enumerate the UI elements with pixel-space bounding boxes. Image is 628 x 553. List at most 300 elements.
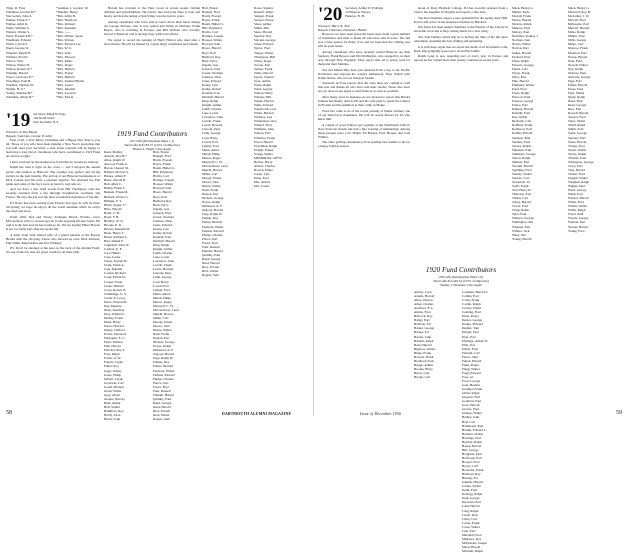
list-item: Wentworth, Carl — [254, 107, 276, 112]
list-item: Oakes, Harold — [512, 50, 532, 55]
list-item: Walters, Walter S. — [6, 30, 30, 35]
list-item: Sargent, Frank — [254, 14, 274, 19]
list-item: Thurston, Earl — [512, 192, 532, 197]
list-item: Prince, Earl — [512, 103, 528, 108]
list-item: *Mrs. Bradford — [56, 18, 77, 23]
list-item: Moore, John — [202, 180, 219, 185]
list-item: Phelps, Charles — [202, 232, 223, 237]
list-item: Young, Sheldon B.* — [6, 90, 33, 95]
list-item: Nash, Frank — [202, 188, 219, 193]
list-item: Leavitt, Frank — [153, 263, 172, 268]
list-item: Osgood, Harold — [202, 208, 224, 213]
list-item: Rich, Walter — [202, 269, 219, 274]
list-item: Mitchell, Ralph — [462, 549, 483, 553]
paragraph: It is with deep regret that we report the death of Al Stockdale's wife, Ruth. Our sympathy goes out to Al and his family. — [414, 44, 508, 53]
fund-1919-header — [104, 128, 200, 151]
list-item: Jones, Edward — [202, 78, 222, 83]
list-item: Case, Lester — [104, 255, 121, 260]
list-item: Stevens, George — [254, 38, 276, 43]
list-item: Ingalls, Guy — [202, 62, 219, 67]
page-gutter — [313, 4, 314, 416]
list-item: Rollins, Harold — [512, 131, 533, 136]
list-item: Crosby, Walter — [462, 306, 482, 311]
paragraph: From 1919, Ned and Tressy, Pompano Beach, Florida. Larry McCutcheon write to us and says he is still enjoying his new home. He said it is the best spot he has found so far. We are hoping Elmer Bowen is not too badly hurt after his recent fall. — [6, 214, 100, 231]
list-item: Hubbard, Roy — [462, 472, 481, 477]
list-item: Lane, Lewis — [202, 111, 219, 116]
list-item: Flagg, Walter — [462, 366, 480, 371]
list-item: Grant, Willis — [104, 388, 122, 393]
list-item: *Mrs. Rufus — [56, 58, 73, 63]
list-item: Tilton, Roger — [254, 58, 272, 63]
list-item: Lord, Harry — [153, 279, 169, 284]
list-item: Rowe, Stanley — [254, 6, 274, 10]
list-item: Hart, Ernest — [153, 150, 169, 154]
paragraph: Among classmates who have sent in news about their latest doings are George Stevens, who is now retired and living in Vermont; Frank Hayes, who is traveling in Europe; and Bill Webster who recently moved to Hanover and is already busy with town affairs. — [104, 19, 200, 36]
list-item: Dow, Willard C. — [104, 311, 126, 316]
class-address: 16 Hanover Terrace — [345, 10, 371, 14]
list-item: Robbins, Frank — [512, 123, 533, 128]
list-item: Rogers, Sam — [202, 273, 219, 278]
class-city: New Rochelle, N.Y. — [33, 120, 59, 124]
fund-1920-list-a — [414, 290, 460, 410]
list-item: Nelson, Eric — [202, 192, 219, 197]
list-item: *Mrs. Elwood — [56, 54, 75, 59]
list-item: Hubbard, Ray — [202, 54, 221, 59]
list-item: Atwood, Frank A. — [104, 162, 128, 167]
list-item: Parker, Herbert — [202, 220, 223, 225]
list-item: Bowers, Frank — [414, 354, 434, 359]
list-item: Carter, Lyle — [254, 171, 270, 176]
list-item: Leach, Paul — [462, 512, 478, 517]
list-item: Wright, H. S.* — [6, 86, 26, 91]
list-item: Ray, Walter — [512, 115, 528, 120]
list-item: *Mrs. —— — [56, 30, 72, 35]
list-item: Lyman, Fred — [153, 287, 170, 292]
list-item: Kelley, Robert — [202, 86, 222, 91]
list-item: *Mrs. Wilder, Sarah — [56, 34, 83, 39]
list-item: Hadley, John — [462, 415, 480, 420]
list-item: Allen, Ralph W. — [104, 158, 126, 163]
list-item: Gray, Albert — [104, 392, 121, 397]
list-item: Nye, Ralph — [568, 66, 584, 71]
list-item: Bailey, Earl — [414, 318, 430, 323]
list-item: Munroe, Fred — [512, 26, 531, 31]
list-item: Monroe, Frank — [568, 46, 588, 51]
list-item: Coleman, Harold S. — [462, 290, 489, 294]
list-item: Moore, John — [153, 324, 170, 329]
list-item: Miles, Ralph — [568, 30, 586, 35]
list-item: Lincoln, Paul — [153, 271, 171, 276]
list-item: Washburn, Edward — [6, 38, 32, 43]
list-item: Foster, A. W. — [104, 356, 122, 361]
list-item: Mrs. Carter — [254, 184, 270, 189]
fund-gifts: 238 Gifts (Participation Index 1.0) — [439, 275, 483, 279]
list-item: Crane, Herbert — [104, 283, 124, 288]
list-item: Woodbury, Paul H. — [6, 78, 32, 83]
list-item: Campbell, John W. — [104, 243, 130, 248]
issue-footer: Issue of December 1956 — [360, 412, 402, 416]
list-item: Pratt, Russell — [202, 244, 220, 249]
list-item: *Mrs. Edwin — [56, 95, 74, 100]
class-bequest-chairman: Bequest Chairman, Edward L. Hardin — [318, 28, 367, 32]
list-item: Parker, Harold — [568, 82, 588, 87]
list-item: Pond, Fred — [512, 86, 527, 91]
list-item: Morse, Harold — [512, 18, 532, 23]
list-item: Burns, Richard L. — [104, 234, 128, 239]
list-item: Barnes, Albert F. — [104, 174, 127, 179]
list-item: Mills, George — [568, 38, 587, 43]
list-item: Stone, Harold — [568, 139, 587, 144]
list-item: Mann, Albert — [153, 291, 171, 296]
list-item: Wilson, Walter H. — [6, 62, 30, 67]
list-item: Frost, George — [462, 379, 481, 384]
list-item: Knight, Arthur — [202, 103, 222, 108]
list-item: Johnson, Dick — [153, 218, 172, 223]
list-item: Walker, Frank S.* — [6, 18, 30, 23]
list-item: Hastings, Fred — [462, 435, 482, 440]
list-item: Nelson, Eric — [153, 336, 170, 341]
list-item: Dana, Roger — [462, 314, 479, 319]
list-item: Kimball, Harold — [153, 239, 175, 244]
list-item: Harris, John — [104, 417, 121, 422]
list-item: Jackson, Fred — [202, 66, 221, 71]
list-item: Maxwell, C. W. — [202, 159, 223, 164]
list-item: Gilbert, Clyde — [104, 376, 123, 381]
paragraph: I have received an interesting note from Harvey Greene in Arizona. — [10, 159, 99, 164]
list-item: *Mrs. Richard — [56, 22, 76, 27]
fund-1919-list-c — [254, 6, 308, 306]
list-item: Bixby, Roger J.* — [104, 202, 127, 207]
list-item: Skinner, Earl — [512, 159, 530, 164]
list-item: Bliss, Harold — [104, 206, 122, 211]
paragraph: Jim Yates has been named chairman of the Friends of the Library in his home town and is busy raising funds for a new wing. — [414, 25, 508, 34]
list-item: Porter, Fred — [202, 240, 218, 245]
list-item: Williams, John — [254, 127, 274, 132]
list-item: Dyer, Earl — [462, 334, 476, 339]
list-item: Van Gelder, John S. — [6, 14, 33, 19]
list-item: Day, Maurice — [104, 303, 122, 308]
list-item: Kendall, Ivan — [202, 90, 220, 95]
list-item: Tucker, Frank — [254, 66, 273, 71]
list-item: Howe, Harold — [202, 46, 221, 51]
list-item: Jordan, Walter — [462, 484, 482, 489]
list-item: Locke, Frank — [462, 520, 480, 525]
list-item: Ward, Frederick B.* — [6, 34, 33, 39]
list-item: *Mrs. Leonard — [56, 90, 76, 95]
list-item: Woods, George — [568, 216, 589, 221]
list-item: Wood, Harold — [254, 139, 273, 144]
list-item: Whittier, Fred K. — [6, 54, 29, 59]
list-item: Mead, Harold — [462, 544, 481, 549]
list-item: Hill, Raymond — [153, 170, 173, 175]
list-item: Miller, Carl — [202, 171, 218, 176]
list-item: Sanders, Fred — [512, 139, 531, 144]
fund-1920-header — [414, 264, 508, 286]
list-item: Hardin, Edward L. — [462, 427, 487, 432]
class-bequest-chairman: Bequest Chairman, George W. Allen — [6, 134, 53, 138]
list-item: Libby, Carl — [462, 516, 477, 521]
class-1920-notes-continued — [414, 6, 508, 262]
list-item: Adams, Harold — [414, 294, 435, 299]
list-item: Ladd, Harold — [462, 504, 480, 509]
list-item: King, Ralph — [153, 243, 170, 248]
list-item: Weed, George W. — [6, 46, 30, 51]
list-item: Maxwell, Roy H. — [568, 10, 591, 15]
list-item: King, Ralph — [202, 99, 219, 104]
list-item: Rand, George — [153, 400, 172, 405]
list-item: Howland, Frank — [462, 468, 484, 473]
list-item: Thompson, Bill — [254, 54, 275, 59]
column-paragraphs — [318, 32, 410, 148]
list-item: Clark, Frank A. — [104, 263, 125, 268]
list-item: Durgin, Paul — [462, 330, 479, 335]
list-item: Bean, Harold — [414, 342, 432, 347]
fund-total: Total Gifts $18,183.57 (145% of Objective) — [124, 143, 180, 147]
list-item: Putnam, Harold — [202, 248, 223, 253]
list-item: Worthen, Thomas W. — [6, 82, 34, 87]
list-item: Minot, Carl — [568, 42, 584, 47]
list-item: Curtis, E. Leroy — [104, 295, 126, 300]
fund-1920-list-d — [568, 6, 622, 410]
list-item: Stone, Edward — [254, 42, 274, 47]
list-item: Brooks, Harry — [414, 366, 433, 371]
list-item: Barker, George — [414, 326, 435, 331]
list-item: Thomas, Paul — [568, 155, 587, 160]
list-item: Norris, Walter — [512, 42, 531, 47]
list-item: Noyes, Ralph — [153, 344, 171, 349]
list-item: Farnum, Carl — [462, 350, 480, 355]
list-item: Hooper, Walter — [202, 38, 223, 43]
list-item: Eaton, Howard — [104, 324, 124, 329]
list-item: Haskell, Fred — [202, 10, 220, 15]
list-item: Gould, Herbert — [104, 384, 124, 389]
list-item: Richards, Carl — [512, 119, 532, 124]
list-item: Rice, Everett — [202, 265, 220, 269]
fund-1920-list-b-top — [462, 290, 508, 553]
list-item: Cole, Randall — [104, 267, 123, 272]
list-item: Baldwin, Ed — [414, 322, 431, 327]
list-item: Stearns, Carl — [512, 175, 530, 180]
list-item: Simmons, George — [512, 151, 536, 156]
list-item: *Mrs. Samuel Blythe — [56, 78, 85, 83]
list-item: Olmstead, A. F. — [153, 348, 174, 353]
list-item: Spalding, Fred — [512, 167, 532, 172]
fund-agent: Hubert L. Heath, Class Agent — [133, 147, 171, 151]
list-item: Morton, Ralph — [512, 22, 532, 27]
list-item: Thayer, Walter — [254, 50, 274, 55]
list-item: Wells, Edward — [254, 103, 274, 108]
list-item: Putnam, Harold — [153, 392, 174, 397]
list-item: Wilson, Earl — [254, 131, 271, 136]
list-item: *Mrs. Lester — [56, 82, 73, 87]
paragraph: The Ken Normans expect a new grandchild in the spring, their fifth. Ken is still active in his insurance business in Hartford. — [414, 15, 508, 24]
class-1920-heading — [318, 6, 410, 32]
list-item: Hall, Walter — [104, 404, 120, 409]
list-item: Perkins, Edward — [202, 228, 224, 233]
list-item: *Mrs. Allyn B. — [56, 14, 76, 19]
list-item: Wilmot, Jack — [512, 228, 530, 233]
list-item: Young, Walter — [254, 151, 273, 156]
list-item: Ames, Charles — [414, 302, 434, 307]
list-item: Rowell, Harold — [568, 111, 589, 116]
list-item: Reed, Harold — [202, 260, 220, 265]
list-item: Cooper, Earle — [104, 279, 123, 284]
list-item: Cummings, G. S. — [104, 291, 127, 296]
list-item: White, Fred — [568, 200, 584, 205]
list-item: Johnson, Dick — [202, 74, 221, 79]
list-item: Newman, Stanley J. — [512, 34, 539, 39]
list-item: Parker, Herbert — [153, 364, 174, 369]
list-item: Marshall, Fred — [462, 532, 482, 537]
list-item: Hart, Ernest — [202, 6, 218, 10]
list-item: Pease, Fred — [568, 86, 584, 91]
list-item: Bryant, Carl — [414, 374, 431, 379]
list-item: Bartlett, Ralph — [414, 338, 434, 343]
list-item: Webb, Carroll S. — [6, 42, 29, 47]
paragraph: First of all, a Very Merry Christmas and a Happy New Year to you all. Those of you who have been making a New Year's resolution that you will send your Secretary a note about yourself will be happy to learn that a long list of classmates who have contributed to 1919 Fund are shown at right. — [6, 138, 100, 159]
list-item: Morrill, Frank — [512, 14, 531, 19]
list-item: Rand, Paul — [568, 99, 583, 104]
list-item: Lyman, Fred — [202, 143, 219, 148]
list-item: Jewett, Norman — [202, 70, 223, 75]
class-year: '20 — [318, 4, 343, 25]
list-item: Fletcher, Ray S. — [104, 348, 126, 353]
list-item: Tucker, Fred — [568, 171, 585, 176]
list-item: French, Leslie — [104, 360, 123, 365]
class-1919-heading — [6, 112, 100, 138]
list-item: Tilden, Carl — [512, 196, 528, 201]
list-item: Dexter, George — [462, 318, 483, 323]
list-item: Allen, Warren — [414, 298, 433, 303]
list-item: Haskell, Fred — [153, 154, 171, 159]
list-item: Babcock, Roy — [414, 314, 433, 319]
list-item: Aldrich, Roy H.* — [104, 154, 127, 159]
list-item: *Mrs. W. Jr. — [56, 46, 73, 51]
list-item: Carlson, E. E. — [104, 247, 123, 252]
list-item: Wilder, Walter — [568, 204, 588, 209]
list-item: Billings, F. T. — [104, 198, 122, 203]
list-item: Moody, Ernest — [153, 319, 173, 324]
class-secretary: Secretary, Arthur W. Eldridge — [345, 6, 384, 10]
list-item: Perkins, Edward — [153, 372, 175, 377]
list-item: Fuller, Roy — [104, 364, 119, 369]
magazine-name: DARTMOUTH ALUMNI MAGAZINE — [222, 412, 292, 416]
list-item: Chase, Everett D. — [104, 259, 128, 264]
list-item: McCutcheon, Larry — [202, 163, 228, 168]
list-item: Corbin, Ralph — [462, 302, 481, 307]
list-item: McCall, Fred — [568, 18, 586, 23]
list-item: Hardy, Leon — [104, 413, 121, 418]
list-item: Howard, Sam — [202, 42, 221, 47]
list-item: Conant, Richard — [104, 271, 126, 276]
list-item: Graves, Fred — [462, 407, 480, 412]
list-item: Miller, Carl — [153, 315, 169, 320]
list-item: Willis, Ralph — [568, 208, 586, 213]
list-item: Gleason, Earl — [462, 395, 480, 400]
list-item: Yates, Jim — [512, 232, 526, 237]
list-item: Page, Earl — [568, 78, 582, 83]
list-item: Colby, Frank — [462, 298, 480, 303]
paragraph: Ed Davis has been writing from Florida and says he will be there till spring; we hope he enjoys all the warm sunshine while we enjoy the wind and snow. — [6, 201, 100, 214]
list-item: Stevens, Earl — [568, 135, 586, 140]
list-item: Sawyer, Fred — [568, 115, 586, 120]
list-item: Pike, Harold — [512, 78, 529, 83]
list-item: Holmes, Joseph — [153, 178, 174, 183]
list-item: Burr, Daniel F. — [104, 239, 124, 244]
fund-1919-list-a — [104, 150, 152, 422]
list-item: Hammond, Earl — [462, 423, 484, 428]
list-item: Neal, Fred — [568, 58, 582, 63]
list-item: Wilson, Robert W.* — [6, 66, 33, 71]
list-item: Shaw, Walter — [568, 119, 586, 124]
list-item: Bradford, Paul — [414, 358, 434, 363]
list-item: Mack, Henry G. — [512, 6, 534, 10]
list-item: Walker, Paul — [568, 184, 585, 189]
list-item: Metcalf, Harold — [568, 26, 590, 31]
list-item: Snow, Harold — [254, 30, 273, 35]
column-paragraphs — [6, 138, 100, 254]
list-item: Harmon, Walter — [462, 431, 484, 436]
list-item: Whittemore, Roy — [254, 119, 277, 124]
list-item: Reed, Mabley — [104, 150, 123, 154]
list-item: Gates, Philip — [104, 372, 122, 377]
list-item: Phelps, Charles — [153, 376, 174, 381]
paragraph: about of Mary Baldwin College. Ed has recently returned from a visit to his daughter in Virginia and reports a fine time. — [414, 6, 508, 15]
fund-gifts: 225 Gifts (Participation Index 1.1) — [130, 139, 174, 143]
list-item: Small, Ralph — [568, 123, 586, 128]
list-item: Hovey, Carl — [462, 464, 478, 469]
list-item: Kimball, Harold — [202, 95, 224, 100]
list-item: Ingalls, Guy — [153, 206, 170, 211]
contributor-list-left-b — [56, 6, 100, 110]
list-item: Briggs, Arthur — [414, 362, 434, 367]
list-item: Millett, Paul — [568, 34, 585, 39]
list-item: Fairbanks, E. C. — [104, 336, 126, 341]
paragraph: Our Tom Dudley writes that he is having the time of his life since retirement, spending his days fishing and gardening. — [414, 35, 508, 44]
list-item: Slocum, Harold — [512, 163, 533, 168]
list-item: Mann, Albert — [202, 147, 220, 152]
list-item: Tracy, Earl — [568, 163, 583, 168]
list-item: Lamb, Charles — [153, 251, 173, 256]
list-item: Hill, George — [462, 447, 479, 452]
list-item: Moody, Ernest — [202, 175, 222, 180]
list-item: Yeaton, Harold — [568, 224, 588, 229]
list-item: Soule, George — [568, 131, 587, 136]
list-item: Marsh, Philip — [153, 295, 171, 300]
list-item: Patten, Carl — [512, 66, 528, 71]
list-item: Cross, Robert D. — [104, 287, 127, 292]
fund-agent: Stanley J. Newman, Class Agent — [440, 283, 482, 287]
paragraph: Word has come to us of the recent passing of Walter Grimes, one of our best-loved classmates. He will be sorely missed by all who knew him. — [318, 108, 410, 121]
list-item: McCutcheon, Larry — [153, 307, 179, 312]
list-item: Jackson, Fred — [153, 210, 172, 215]
list-item: Warren, Harry — [254, 90, 273, 95]
list-item: Pierce, Earl — [202, 236, 218, 241]
paragraph: A letter from Sam Abbott tells of a grand reunion at the Boston Herald with the old gang. Those who showed up were Dick Johnson, Phil Smith, Ralph Allen and Gus Whitney. — [6, 232, 100, 245]
list-item: Bidwell, Ernest G. — [104, 194, 129, 199]
list-item: Spencer, Ray — [254, 34, 272, 39]
list-item: Wright, Ernest — [254, 147, 274, 152]
list-item: Andrews, E. L. — [414, 306, 435, 311]
list-item: Nichols, George — [153, 340, 175, 345]
list-item: Hall, Carl — [462, 419, 476, 424]
paragraph: Ted and Mabel Ellis have just returned from a trip to the Pacific Northwest and enjoyed the scenery immensely. They visited with Ralph Sisson, who is now living in Seattle. — [318, 67, 410, 80]
list-item: Gibbs, Ralph — [462, 391, 480, 396]
list-item: Gage, Sidney — [104, 368, 122, 373]
list-item: Weeks, Horace — [254, 99, 274, 104]
list-item: Willard, Fred — [254, 123, 272, 128]
list-item: *Mrs. Ernest — [56, 70, 74, 75]
